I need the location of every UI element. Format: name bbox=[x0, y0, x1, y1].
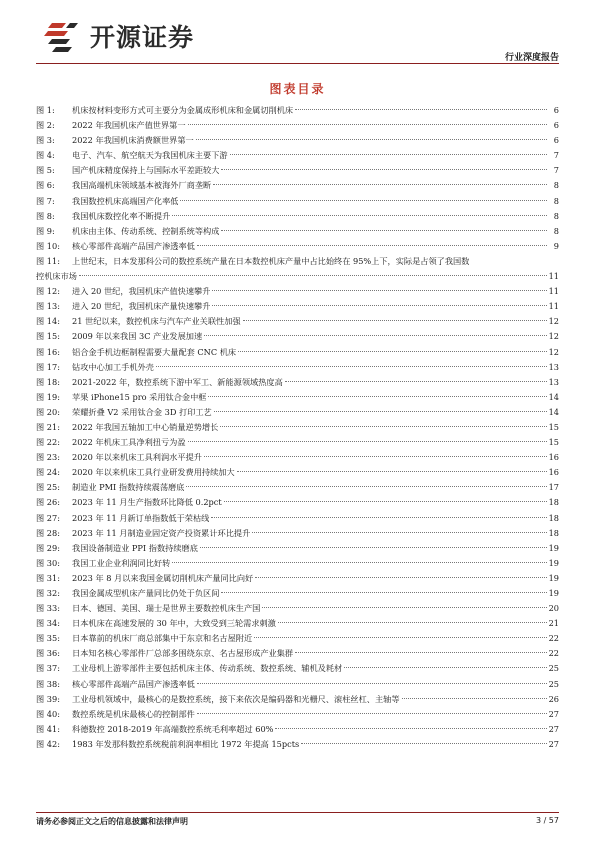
toc-entry-number: 图 25: bbox=[36, 482, 60, 493]
toc-leader-dots bbox=[238, 351, 546, 352]
toc-entry[interactable] bbox=[36, 194, 559, 209]
toc-leader-dots bbox=[204, 335, 546, 336]
toc-entry-number: 图 41: bbox=[36, 723, 60, 734]
footer-divider bbox=[36, 812, 559, 813]
toc-entry[interactable] bbox=[36, 707, 559, 722]
toc-entry-page: 6 bbox=[553, 135, 559, 146]
toc-entry-title: 2009 年以来我国 3C 产业发展加速 bbox=[72, 331, 203, 342]
toc-entry-title: 日本靠前的机床厂商总部集中于东京和名古屋附近 bbox=[72, 633, 253, 644]
toc-entry-title: 上世纪末，日本发那科公司的数控系统产量在日本数控机床产量中占比始终在 95%上下，实际是占领了我国数 bbox=[72, 255, 470, 266]
brand-name: 开源证券 bbox=[90, 23, 195, 52]
toc-entry-page: 20 bbox=[548, 603, 559, 614]
toc-entry-page: 15 bbox=[548, 437, 559, 448]
toc-entry-number: 图 6: bbox=[36, 180, 55, 191]
toc-entry-page: 16 bbox=[548, 467, 559, 478]
toc-entry-title: 我国数控机床高端国产化率低 bbox=[72, 195, 179, 206]
toc-entry-title: 日本知名核心零部件厂总部多围绕东京、名古屋形成产业集群 bbox=[72, 648, 294, 659]
toc-entry[interactable] bbox=[36, 435, 559, 450]
toc-leader-dots bbox=[301, 743, 546, 744]
toc-leader-dots bbox=[243, 320, 547, 321]
toc-entry-page: 22 bbox=[548, 648, 559, 659]
toc-entry[interactable] bbox=[36, 480, 559, 495]
toc-entry[interactable] bbox=[36, 314, 559, 329]
toc-entry-title: 机床按材料变形方式可主要分为金属成形机床和金属切削机床 bbox=[72, 105, 294, 115]
page-title: 图表目录 bbox=[269, 82, 326, 96]
toc-entry-number: 图 18: bbox=[36, 376, 60, 387]
toc-entry[interactable] bbox=[36, 118, 559, 133]
toc-entry-title: 数控系统是机床最核心的控制部件 bbox=[72, 708, 195, 719]
toc-entry-title: 2020 年以来机床工具行业研发费用持续加大 bbox=[72, 467, 235, 478]
toc-entry-title: 2022 年机床工具净利扭亏为盈 bbox=[72, 437, 186, 448]
toc-entry-number: 图 22: bbox=[36, 437, 60, 448]
toc-entry-number: 图 31: bbox=[36, 572, 60, 583]
toc-leader-dots bbox=[213, 184, 547, 185]
toc-entry-number: 图 26: bbox=[36, 497, 60, 508]
toc-entry-page: 27 bbox=[548, 708, 559, 719]
toc-entry[interactable] bbox=[36, 360, 559, 375]
toc-entry-number: 图 23: bbox=[36, 452, 60, 463]
toc-entry-number: 图 38: bbox=[36, 678, 60, 689]
toc-entry-page: 7 bbox=[553, 150, 559, 161]
toc-entry-page: 18 bbox=[548, 497, 559, 508]
toc-entry-number: 图 13: bbox=[36, 301, 60, 312]
toc-leader-dots bbox=[221, 592, 546, 593]
toc-entry-page: 13 bbox=[548, 361, 559, 372]
toc-entry-page: 12 bbox=[548, 346, 559, 357]
toc-leader-dots bbox=[230, 154, 547, 155]
toc-entry[interactable] bbox=[36, 677, 559, 692]
toc-entry-title: 2023 年 8 月以来我国金属切削机床产量同比向好 bbox=[72, 572, 254, 583]
toc-leader-dots bbox=[344, 667, 546, 668]
toc-entry-page: 17 bbox=[548, 482, 559, 493]
toc-entry-page: 13 bbox=[548, 376, 559, 387]
toc-entry-page: 19 bbox=[548, 542, 559, 553]
toc-entry-title: 苹果 iPhone15 pro 采用钛合金中框 bbox=[72, 391, 207, 402]
toc-entry-title: 2022 年我国机床产值世界第一 bbox=[72, 120, 186, 131]
toc-entry-title: 机床由主体、传动系统、控制系统等构成 bbox=[72, 225, 220, 236]
toc-entry-title: 铝合金手机边框制程需要大量配套 CNC 机床 bbox=[72, 346, 237, 357]
toc-entry-number: 图 11: bbox=[36, 255, 60, 266]
toc-entry[interactable] bbox=[36, 239, 559, 254]
toc-entry[interactable] bbox=[36, 209, 559, 224]
toc-entry-title: 钻攻中心加工手机外壳 bbox=[72, 361, 154, 372]
toc-entry-title: 工业母机上游零部件主要包括机床主体、传动系统、数控系统、辅机及耗材 bbox=[72, 663, 343, 674]
toc-entry-page: 14 bbox=[548, 391, 559, 402]
page-number: 3 / 57 bbox=[535, 816, 559, 825]
toc-entry-title: 21 世纪以来，数控机床与汽车产业关联性加强 bbox=[72, 316, 241, 327]
toc-leader-dots bbox=[172, 562, 546, 563]
toc-entry-title: 2023 年 11 月新订单指数低于荣枯线 bbox=[72, 512, 210, 523]
toc-entry-number: 图 1: bbox=[36, 105, 55, 115]
toc-entry[interactable] bbox=[36, 390, 559, 405]
toc-entry[interactable] bbox=[36, 284, 559, 299]
toc-entry-page: 6 bbox=[553, 120, 559, 131]
toc-entry-page: 8 bbox=[553, 195, 559, 206]
toc-entry-title: 进入 20 世纪，我国机床产值快速攀升 bbox=[72, 286, 211, 297]
toc-entry-title: 1983 年发那科数控系统税前利润率相比 1972 年提高 15pcts bbox=[72, 738, 300, 749]
toc-leader-dots bbox=[172, 215, 547, 216]
toc-entry-number: 图 24: bbox=[36, 467, 60, 478]
toc-entry-title: 核心零部件高端产品国产渗透率低 bbox=[72, 240, 195, 251]
toc-entry[interactable] bbox=[36, 103, 559, 118]
toc-entry-title: 2023 年 11 月生产指数环比降低 0.2pct bbox=[72, 497, 222, 508]
toc-entry-number: 图 20: bbox=[36, 406, 60, 417]
brand-logo bbox=[42, 18, 194, 54]
toc-entry-title: 荣耀折叠 V2 采用钛合金 3D 打印工艺 bbox=[72, 406, 212, 417]
toc-entry-number: 图 19: bbox=[36, 391, 60, 402]
toc-entry-title: 我国机床数控化率不断提升 bbox=[72, 210, 171, 221]
toc-leader-dots bbox=[156, 366, 547, 367]
toc-entry-page: 14 bbox=[548, 406, 559, 417]
toc-entry-number: 图 5: bbox=[36, 165, 55, 176]
toc-entry[interactable] bbox=[36, 692, 559, 707]
toc-entry-title: 我国高端机床领域基本被海外厂商垄断 bbox=[72, 180, 212, 191]
toc-entry[interactable] bbox=[36, 148, 559, 163]
toc-entry-page: 27 bbox=[548, 723, 559, 734]
toc-entry[interactable] bbox=[36, 133, 559, 148]
kaiyuan-logo-icon bbox=[42, 19, 82, 53]
header-divider bbox=[36, 63, 559, 64]
toc-entry-page: 25 bbox=[548, 663, 559, 674]
toc-leader-dots bbox=[252, 532, 546, 533]
toc-leader-dots bbox=[188, 124, 547, 125]
toc-entry-page: 15 bbox=[548, 421, 559, 432]
toc-entry-number: 图 35: bbox=[36, 633, 60, 644]
toc-entry-title: 2020 年以来机床工具利润水平提升 bbox=[72, 452, 202, 463]
toc-entry-page: 25 bbox=[548, 678, 559, 689]
toc-entry-title: 我国设备制造业 PPI 指数持续磨底 bbox=[72, 542, 198, 553]
toc-leader-dots bbox=[285, 381, 547, 382]
toc-entry-page: 12 bbox=[548, 316, 559, 327]
toc-entry[interactable] bbox=[36, 329, 559, 344]
toc-entry-page: 9 bbox=[553, 240, 559, 251]
toc-entry-number: 图 2: bbox=[36, 120, 55, 131]
footer-disclaimer: 请务必参阅正文之后的信息披露和法律声明 bbox=[36, 817, 188, 826]
toc-entry-page: 27 bbox=[548, 738, 559, 749]
toc-entry-page: 8 bbox=[553, 210, 559, 221]
toc-entry-number: 图 3: bbox=[36, 135, 55, 146]
toc-entry-page: 26 bbox=[548, 693, 559, 704]
toc-leader-dots bbox=[186, 486, 546, 487]
toc-entry[interactable] bbox=[36, 586, 559, 601]
toc-entry-number: 图 4: bbox=[36, 150, 55, 161]
toc-entry-number: 图 14: bbox=[36, 316, 60, 327]
toc-entry[interactable] bbox=[36, 224, 559, 239]
toc-leader-dots bbox=[224, 501, 547, 502]
toc-entry[interactable] bbox=[36, 526, 559, 541]
toc-leader-dots bbox=[212, 305, 546, 306]
toc-entry-number: 图 34: bbox=[36, 618, 60, 629]
toc-entry[interactable] bbox=[36, 405, 559, 420]
toc-entry[interactable] bbox=[36, 737, 559, 752]
toc-leader-dots bbox=[295, 652, 547, 653]
toc-entry-number: 图 32: bbox=[36, 588, 60, 598]
toc-entry[interactable] bbox=[36, 450, 559, 465]
toc-entry[interactable] bbox=[36, 420, 559, 435]
toc-entry-title: 我国工业企业利润同比好转 bbox=[72, 557, 171, 568]
toc-entry[interactable] bbox=[36, 511, 559, 526]
toc-leader-dots bbox=[212, 290, 546, 291]
toc-leader-dots bbox=[254, 637, 546, 638]
toc-entry-page: 11 bbox=[548, 286, 559, 297]
toc-entry-page: 18 bbox=[548, 512, 559, 523]
toc-leader-dots bbox=[196, 139, 547, 140]
toc-entry-page: 21 bbox=[548, 618, 559, 629]
toc-leader-dots bbox=[278, 622, 547, 623]
toc-entry-title: 日本、德国、美国、瑞士是世界主要数控机床生产国 bbox=[72, 603, 261, 614]
toc-entry-title: 我国金属成型机床产量同比仍处于负区间 bbox=[72, 588, 220, 598]
toc-leader-dots bbox=[204, 456, 547, 457]
toc-entry[interactable] bbox=[36, 571, 559, 586]
toc-entry-number: 图 21: bbox=[36, 421, 60, 432]
toc-entry[interactable] bbox=[36, 556, 559, 571]
page-header bbox=[0, 0, 595, 68]
toc-entry-title: 核心零部件高端产品国产渗透率低 bbox=[72, 678, 195, 689]
toc-entry-page: 11 bbox=[548, 301, 559, 312]
toc-entry[interactable] bbox=[36, 661, 559, 676]
toc-entry-number: 图 9: bbox=[36, 225, 55, 236]
toc-entry-number: 图 42: bbox=[36, 738, 60, 749]
toc-entry-title: 2023 年 11 月制造业固定资产投资累计环比提升 bbox=[72, 527, 251, 538]
toc-entry[interactable] bbox=[36, 178, 559, 193]
report-type-label: 行业深度报告 bbox=[504, 53, 559, 63]
toc-leader-dots bbox=[237, 471, 547, 472]
toc-entry-page: 19 bbox=[548, 557, 559, 568]
toc-entry-number: 图 29: bbox=[36, 542, 60, 553]
toc-leader-dots bbox=[275, 728, 546, 729]
toc-leader-dots bbox=[208, 396, 546, 397]
toc-leader-dots bbox=[255, 577, 546, 578]
toc-leader-dots bbox=[197, 683, 547, 684]
toc-entry-title: 制造业 PMI 指数持续震荡磨底 bbox=[72, 482, 185, 493]
toc-leader-dots bbox=[221, 169, 547, 170]
toc-entry-page: 22 bbox=[548, 633, 559, 644]
toc-entry[interactable] bbox=[36, 646, 559, 661]
toc-entry-title: 2022 年我国五轴加工中心销量逆势增长 bbox=[72, 421, 219, 432]
toc-entry-page: 7 bbox=[553, 165, 559, 176]
toc-entry[interactable] bbox=[36, 299, 559, 314]
toc-entry[interactable] bbox=[36, 465, 559, 480]
toc-entry-number: 图 33: bbox=[36, 603, 60, 614]
toc-entry[interactable] bbox=[36, 375, 559, 390]
toc-leader-dots bbox=[197, 245, 547, 246]
toc-leader-dots bbox=[79, 275, 547, 276]
toc-leader-dots bbox=[295, 109, 547, 110]
toc-entry[interactable] bbox=[36, 601, 559, 616]
toc-entry[interactable] bbox=[36, 345, 559, 360]
toc-entry-page: 19 bbox=[548, 572, 559, 583]
toc-entry-title: 2022 年我国机床消费额世界第一 bbox=[72, 135, 194, 146]
toc-entry-number: 图 8: bbox=[36, 210, 55, 221]
toc-entry[interactable] bbox=[36, 254, 559, 284]
toc-leader-dots bbox=[188, 441, 547, 442]
toc-entry-number: 图 36: bbox=[36, 648, 60, 659]
toc-entry[interactable] bbox=[36, 163, 559, 178]
toc-entry-title: 国产机床精度保持上与国际水平差距较大 bbox=[72, 165, 220, 176]
toc-entry-number: 图 7: bbox=[36, 195, 55, 206]
toc-entry-title: 工业母机领域中，最核心的是数控系统，接下来依次是编码器和光栅尺、滚柱丝杠、主轴等 bbox=[72, 693, 400, 704]
toc-leader-dots bbox=[221, 230, 547, 231]
toc-entry[interactable] bbox=[36, 722, 559, 737]
toc-entry-page: 16 bbox=[548, 452, 559, 463]
toc-leader-dots bbox=[402, 698, 547, 699]
toc-entry-page: 12 bbox=[548, 331, 559, 342]
toc-entry-number: 图 37: bbox=[36, 663, 60, 674]
toc-entry-page: 11 bbox=[548, 271, 559, 282]
toc-entry-title: 进入 20 世纪，我国机床产量快速攀升 bbox=[72, 301, 211, 312]
toc-entry-title: 电子、汽车、航空航天为我国机床主要下游 bbox=[72, 150, 228, 161]
toc-entry[interactable] bbox=[36, 541, 559, 556]
toc-entry-number: 图 30: bbox=[36, 557, 60, 568]
toc-entry[interactable] bbox=[36, 495, 559, 510]
toc-entry-page: 8 bbox=[553, 180, 559, 191]
toc-entry-page: 19 bbox=[548, 588, 559, 598]
toc-entry-page: 18 bbox=[548, 527, 559, 538]
toc-leader-dots bbox=[200, 547, 547, 548]
toc-entry-number: 图 17: bbox=[36, 361, 60, 372]
toc-leader-dots bbox=[180, 200, 547, 201]
toc-leader-dots bbox=[197, 713, 547, 714]
toc-entry-number: 图 40: bbox=[36, 708, 60, 719]
toc-entry-number: 图 10: bbox=[36, 240, 60, 251]
toc-entry-page: 8 bbox=[553, 225, 559, 236]
toc-entry-title: 日本机床在高速发展的 30 年中，大致受到三轮需求刺激 bbox=[72, 618, 276, 629]
toc-entry-title-continued: 控机床市场 bbox=[36, 271, 77, 282]
toc-entry-number: 图 16: bbox=[36, 346, 60, 357]
toc-entry-number: 图 12: bbox=[36, 286, 60, 297]
toc-entry-number: 图 27: bbox=[36, 512, 60, 523]
toc-leader-dots bbox=[214, 411, 547, 412]
toc-entry-title: 2021-2022 年，数控系统下游中军工、新能源领域热度高 bbox=[72, 376, 283, 387]
toc-entry-page: 6 bbox=[553, 105, 559, 115]
toc-leader-dots bbox=[220, 426, 546, 427]
toc-entry[interactable] bbox=[36, 616, 559, 631]
toc-entry-title: 科德数控 2018-2019 年高端数控系统毛利率超过 60% bbox=[72, 723, 274, 734]
toc-entry-number: 图 15: bbox=[36, 331, 60, 342]
toc-entry-number: 图 39: bbox=[36, 693, 60, 704]
toc-entry-number: 图 28: bbox=[36, 527, 60, 538]
toc-leader-dots bbox=[211, 517, 546, 518]
toc-entry[interactable] bbox=[36, 631, 559, 646]
figure-index-list bbox=[36, 103, 559, 752]
toc-leader-dots bbox=[262, 607, 546, 608]
